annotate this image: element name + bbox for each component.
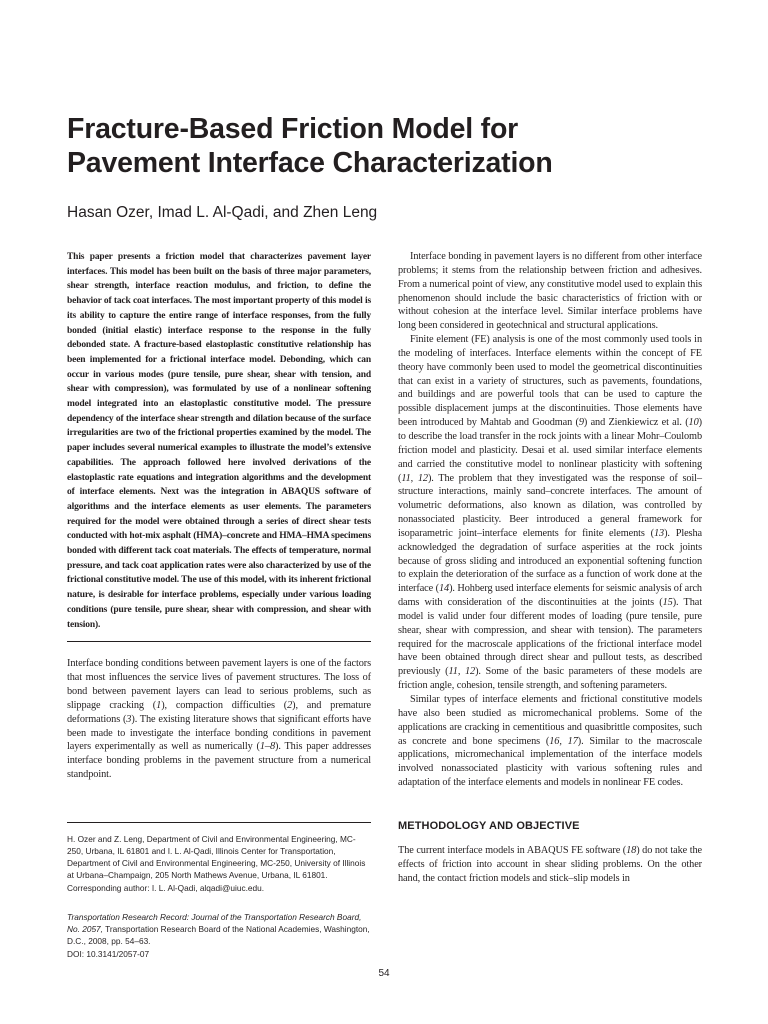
right-column xyxy=(398,250,702,885)
text-run: Similar types of interface elements and frictional constitutive models have also been studied as micromechanical problems. Some of the applications are cracking in cementitious and quasibrittle composites, such as concrete and bone specimens ( xyxy=(398,694,702,747)
text-run: ). This paper addresses interface bonding problems in the pavement structure from a numerical standpoint. xyxy=(67,741,371,781)
citation-ref: 15 xyxy=(662,597,673,609)
citation-ref: 3 xyxy=(126,713,132,725)
text-run: ). That model is valid under four different modes of loading (pure tensile, pure shear, shear with compression, and shear with tension). The parameters required for the macroscale applications of the frictional interface model have been obtained through direct shear and pullout tests, as described previously ( xyxy=(398,597,702,678)
left-column xyxy=(67,250,371,960)
citation-ref: 11, 12 xyxy=(448,666,476,678)
citation-ref: 13 xyxy=(653,527,665,539)
journal-details: Transportation Research Board of the National Academies, Washington, D.C., 2008, pp. 54–63. xyxy=(67,924,370,947)
text-run: Finite element (FE) analysis is one of the most commonly used tools in the modeling of interfaces. Interface elements within the concept of FE theory have commonly been used to model the geometrical discontinuities that can exist in a variety of structures, such as pavements, foundations, and buildings and are powerful tools that can be used to capture the possible displacement jumps at the discontinuities. Those elements have been introduced by Mahtab and Goodman ( xyxy=(398,334,702,429)
body-paragraph-2 xyxy=(398,333,702,693)
text-run: ) and Zienkiewicz et al. ( xyxy=(583,417,689,429)
body-paragraph-1: Interface bonding in pavement layers is no different from other interface problems; it stems from the relationship between friction and adhesives. From a numerical point of view, any constitutive model used to explain this phenomenon should include the basic characteristics of friction with or without cohesion at the interface level. Similar interface problems have long been considered in geotechnical and structural applications. xyxy=(398,251,702,332)
citation-ref: 2 xyxy=(287,699,293,711)
author-affiliations: H. Ozer and Z. Leng, Department of Civil and Environmental Engineering, MC-250, Urbana, IL 61801 and I. L. Al-Qadi, Illinois Center for Transportation, Department of Civil and Environmental Engineering, MC-250, University of Illinois at Urbana–Champaign, 205 North Mathews Avenue, Urbana, IL 61801. Corresponding author: I. L. Al-Qadi, alqadi@uiuc.edu. xyxy=(67,833,366,893)
abstract: This paper presents a friction model that characterizes pavement layer interfaces. This model has been built on the basis of three major parameters, shear strength, interface reaction modulus, and friction, to define the behavior of tack coat interfaces. The most important property of this model is its ability to capture the entire range of interface responses, from the fully bonded (initial elastic) interface response to the response in the fully debonded state. A fracture-based elastoplastic constitutive relationship has been implemented for a frictional interface model. Debonding, which can occur in various modes (pure tensile, pure shear, shear with tension, and shear with compression), was formulated by use of a nonlinear softening model integrated into an elastoplastic constitutive model. The pressure dependency of the interface shear strength and dilation because of the surface irregularities are two of the frictional properties examined by the model. The paper includes several numerical examples to illustrate the model’s extensive capabilities. The approach followed here involved derivations of the elastoplastic rate equations and integration algorithms and the development of interface elements. Next was the integration in ABAQUS software of algorithms and the interface elements as user elements. The parameters required for the model were obtained through a series of direct shear tests conducted with hot-mix asphalt (HMA)–concrete and HMA–HMA specimens bonded with different tack coat materials. The effects of temperature, normal pressure, and tack coat application rates were also characterized by use of the frictional constitutive model. The use of this model, with its inherent frictional nature, is desirable for interface problems, especially under various loading conditions (pure tensile, pure shear, shear with compression, and shear with tension). xyxy=(67,252,371,630)
text-run: ). Some of the basic parameters of these models are friction angle, cohesion, tensile strength, and softening parameters. xyxy=(398,666,702,692)
text-run: ), and premature deformations ( xyxy=(67,699,371,725)
body-paragraph-4 xyxy=(398,844,702,886)
citation-ref: 11, 12 xyxy=(401,472,428,484)
citation-ref: 1 xyxy=(156,699,162,711)
intro-paragraph xyxy=(67,657,371,782)
text-run: ) do not take the effects of friction into account in shear sliding problems. On the other hand, the contact friction models and stick–slip models in xyxy=(398,844,702,884)
text-run: The current interface models in ABAQUS FE software ( xyxy=(398,844,627,856)
journal-citation xyxy=(67,911,371,960)
doi: DOI: 10.3141/2057-07 xyxy=(67,948,150,959)
citation-ref: 14 xyxy=(438,583,450,595)
citation-ref: 10 xyxy=(688,417,699,429)
section-heading: METHODOLOGY AND OBJECTIVE xyxy=(398,819,580,832)
text-run: ), compaction difficulties ( xyxy=(161,699,288,711)
title-line-2: Pavement Interface Characterization xyxy=(67,147,553,179)
text-run: Interface bonding conditions between pavement layers is one of the factors that most influences the service lives of pavement structures. The loss of bond between pavement layers can lead to serious problems, such as slippage cracking ( xyxy=(67,658,371,711)
page-number: 54 xyxy=(378,968,390,979)
author-list: Hasan Ozer, Imad L. Al-Qadi, and Zhen Leng xyxy=(67,204,378,221)
citation-ref: 9 xyxy=(578,417,584,429)
citation-ref: 18 xyxy=(626,844,637,856)
text-run: ). Hohberg used interface elements for seismic analysis of arch dams with consideration of the discontinuities at the joints ( xyxy=(398,583,702,609)
citation-ref: 16, 17 xyxy=(549,735,578,747)
journal-name: Transportation Research Record: Journal of the Transportation Research Board, No. 2057, xyxy=(67,911,362,935)
text-run: ). Similar to the macroscale applications, micromechanical implementation of the interface models involved nonassociated plasticity with various softening rules and adaptation of the interface elements and models in nonlinear FE codes. xyxy=(398,735,702,789)
title-line-1: Fracture-Based Friction Model for xyxy=(67,113,519,145)
body-paragraph-3 xyxy=(398,693,702,790)
footnote-block xyxy=(67,812,371,960)
text-run: ). The existing literature shows that significant efforts have been made to investigate the interface bonding conditions in pavement layers experimentally as well as numerically ( xyxy=(67,713,371,753)
text-run: ). Plesha acknowledged the degradation of surface asperities at the rock joints because of gross sliding and introduced an exponential softening function to explain the deterioration of the surface as a function of work done at the interface ( xyxy=(398,527,702,595)
text-run: ) to describe the load transfer in the rock joints with a linear Mohr–Coulomb friction model and plasticity. Desai et al. used similar interface elements and carried the constitutive model to nonlinear plasticity with softening ( xyxy=(398,417,702,484)
abstract-divider xyxy=(67,641,371,642)
text-run: ). The problem that they investigated was the response of soil–structure interactions, mainly sand–concrete interfaces. The amount of volumetric deformations, also known as dilation, was controlled by nonassociated plasticity. Beer introduced a general framework for isoparametric joint–interface elements for finite elements ( xyxy=(398,472,702,539)
citation-ref: 1–8 xyxy=(259,741,276,753)
footnote-divider xyxy=(67,822,371,823)
paper-title xyxy=(67,112,667,180)
